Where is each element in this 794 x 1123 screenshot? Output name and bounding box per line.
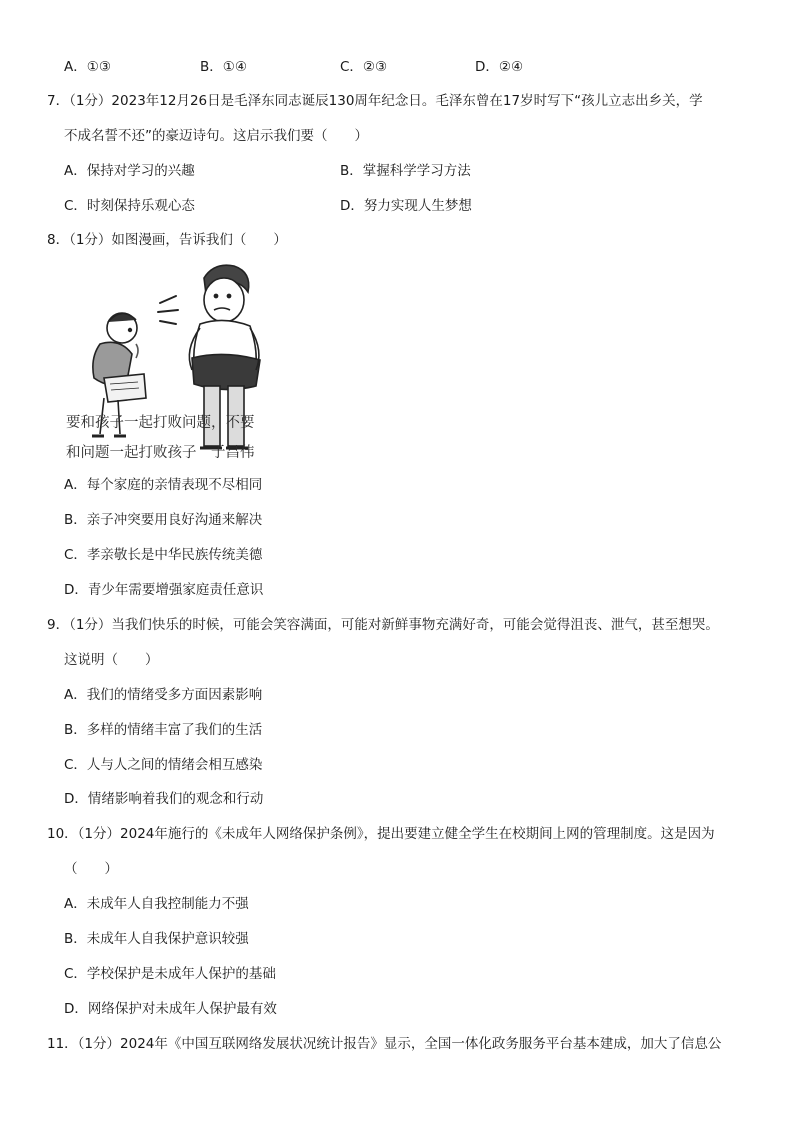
q6-option-d: D．②④ xyxy=(475,59,524,75)
cartoon-caption-line1: 要和孩子一起打败问题，不要 xyxy=(66,415,255,431)
q10-option-c: C．学校保护是未成年人保护的基础 xyxy=(64,966,276,982)
q11-stem-line1: 11．（1分）2024年《中国互联网络发展状况统计报告》显示，全国一体化政务服务平台基本建成，加大了信息公 xyxy=(47,1036,722,1052)
q9-option-a: A．我们的情绪受多方面因素影响 xyxy=(64,687,263,703)
q7-option-b: B．掌握科学学习方法 xyxy=(340,163,471,179)
q6-option-c: C．②③ xyxy=(340,59,388,75)
q9-option-c: C．人与人之间的情绪会相互感染 xyxy=(64,757,263,773)
q7-option-a: A．保持对学习的兴趣 xyxy=(64,163,195,179)
q8-option-d: D．青少年需要增强家庭责任意识 xyxy=(64,582,264,598)
cartoon-caption-line2: 和问题一起打败孩子 于昌伟 xyxy=(66,445,255,461)
q8-stem-line1: 8．（1分）如图漫画，告诉我们（ ） xyxy=(47,232,287,248)
q9-stem-line1: 9．（1分）当我们快乐的时候，可能会笑容满面，可能对新鲜事物充满好奇，可能会觉得沮丧、泄气，甚至想哭。 xyxy=(47,617,719,633)
q7-stem-line1: 7．（1分）2023年12月26日是毛泽东同志诞辰130周年纪念日。毛泽东曾在17岁时写下“孩儿立志出乡关，学 xyxy=(47,93,703,109)
q7-stem-line2: 不成名誓不还”的豪迈诗句。这启示我们要（ ） xyxy=(64,128,368,144)
q10-option-a: A．未成年人自我控制能力不强 xyxy=(64,896,249,912)
q6-option-a: A．①③ xyxy=(64,59,111,75)
q6-option-b: B．①④ xyxy=(200,59,247,75)
q10-stem-line1: 10．（1分）2024年施行的《未成年人网络保护条例》，提出要建立健全学生在校期间上网的管理制度。这是因为 xyxy=(47,826,715,842)
q9-stem-line2: 这说明（ ） xyxy=(64,652,159,668)
q8-option-c: C．孝亲敬长是中华民族传统美德 xyxy=(64,547,263,563)
q10-option-d: D．网络保护对未成年人保护最有效 xyxy=(64,1001,277,1017)
q8-option-b: B．亲子冲突要用良好沟通来解决 xyxy=(64,512,263,528)
q8-option-a: A．每个家庭的亲情表现不尽相同 xyxy=(64,477,263,493)
q9-option-b: B．多样的情绪丰富了我们的生活 xyxy=(64,722,263,738)
parent-child-cartoon-image xyxy=(64,258,280,464)
q7-option-d: D．努力实现人生梦想 xyxy=(340,198,472,214)
q10-stem-line2: （ ） xyxy=(64,861,118,877)
q7-option-c: C．时刻保持乐观心态 xyxy=(64,198,195,214)
q10-option-b: B．未成年人自我保护意识较强 xyxy=(64,931,249,947)
q9-option-d: D．情绪影响着我们的观念和行动 xyxy=(64,791,264,807)
